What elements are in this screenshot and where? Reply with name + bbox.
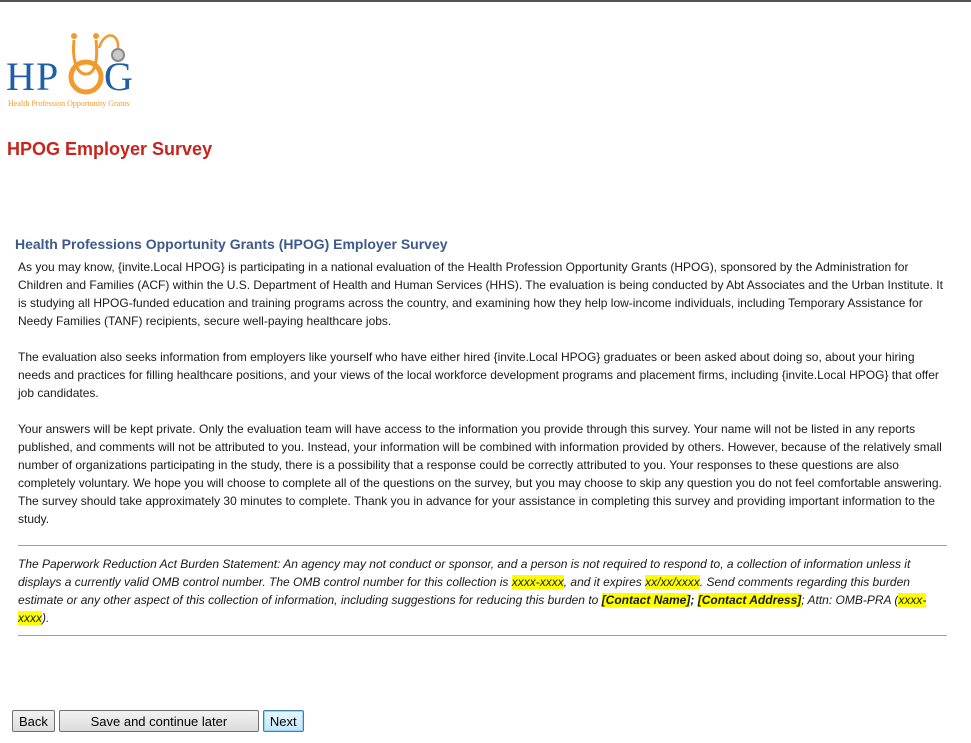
logo-letter-p: P <box>36 54 59 99</box>
logo-letter-h: H <box>6 54 35 99</box>
navigation-buttons <box>12 710 304 732</box>
burden-text: , and it expires <box>563 575 646 589</box>
omb-pra-number: xxxx-xxxx <box>18 593 927 625</box>
page-title: HPOG Employer Survey <box>7 139 213 159</box>
save-continue-later-button[interactable]: Save and continue later <box>59 710 259 732</box>
section-heading: Health Professions Opportunity Grants (HPOG) Employer Survey <box>15 236 448 252</box>
next-button[interactable]: Next <box>263 710 304 732</box>
expiry-date: xx/xx/xxxx <box>645 575 700 589</box>
logo-o-ring <box>71 62 101 92</box>
burden-text: ; <box>690 593 698 607</box>
back-button[interactable]: Back <box>12 710 55 732</box>
logo-subtitle: Health Profession Opportunity Grants <box>8 99 130 108</box>
burden-text: ; Attn: OMB-PRA ( <box>801 593 899 607</box>
burden-statement <box>18 545 947 636</box>
logo-letter-g: G <box>104 54 133 99</box>
burden-text: The Paperwork Reduction Act Burden Statement: An agency may not conduct or sponsor, and a person is not required to respond to, a collection of information unless it displays a currently valid OMB control number. The OMB control number for this collection is <box>18 557 911 589</box>
intro-paragraph-3: Your answers will be kept private. Only the evaluation team will have access to the information you provide through this survey. Your name will not be listed in any reports published, and comments will not be attributed to you. Instead, your information will be combined with information provided by others. However, because of the relatively small number of organizations participating in the study, there is a possibility that a response could be correctly attributed to you. Your responses to these questions are also completely voluntary. We hope you will choose to complete all of the questions on the survey, but you may choose to skip any question you do not feel comfortable answering. The survey should take approximately 30 minutes to complete. Thank you in advance for your assistance in completing this survey and providing important information to the study. <box>18 422 942 526</box>
survey-intro <box>15 236 947 636</box>
stethoscope-icon <box>6 22 166 112</box>
contact-name: [Contact Name] <box>601 593 691 607</box>
omb-number: xxxx-xxxx <box>511 575 564 589</box>
intro-paragraph-2: The evaluation also seeks information from employers like yourself who have either hired {invite.Local HPOG} graduates or been asked about doing so, about your hiring needs and practices for filling healthcare positions, and your views of the local workforce development programs and placement firms, including {invite.Local HPOG} that offer job candidates. <box>18 350 939 400</box>
hpog-logo <box>6 22 166 112</box>
contact-address: [Contact Address] <box>697 593 802 607</box>
burden-text: . Send comments regarding this burden estimate or any other aspect of this collection of information, including suggestions for reducing this burden to <box>18 575 910 607</box>
burden-text: ). <box>42 611 50 625</box>
intro-paragraph-1: As you may know, {invite.Local HPOG} is participating in a national evaluation of the Health Profession Opportunity Grants (HPOG), sponsored by the Administration for Children and Families (ACF) within the U.S. Department of Health and Human Services (HHS). The evaluation is being conducted by Abt Associates and the Urban Institute. It is studying all HPOG-funded education and training programs across the country, and examining how they help low-income individuals, including Temporary Assistance for Needy Families (TANF) recipients, secure well-paying healthcare jobs. <box>18 260 943 328</box>
